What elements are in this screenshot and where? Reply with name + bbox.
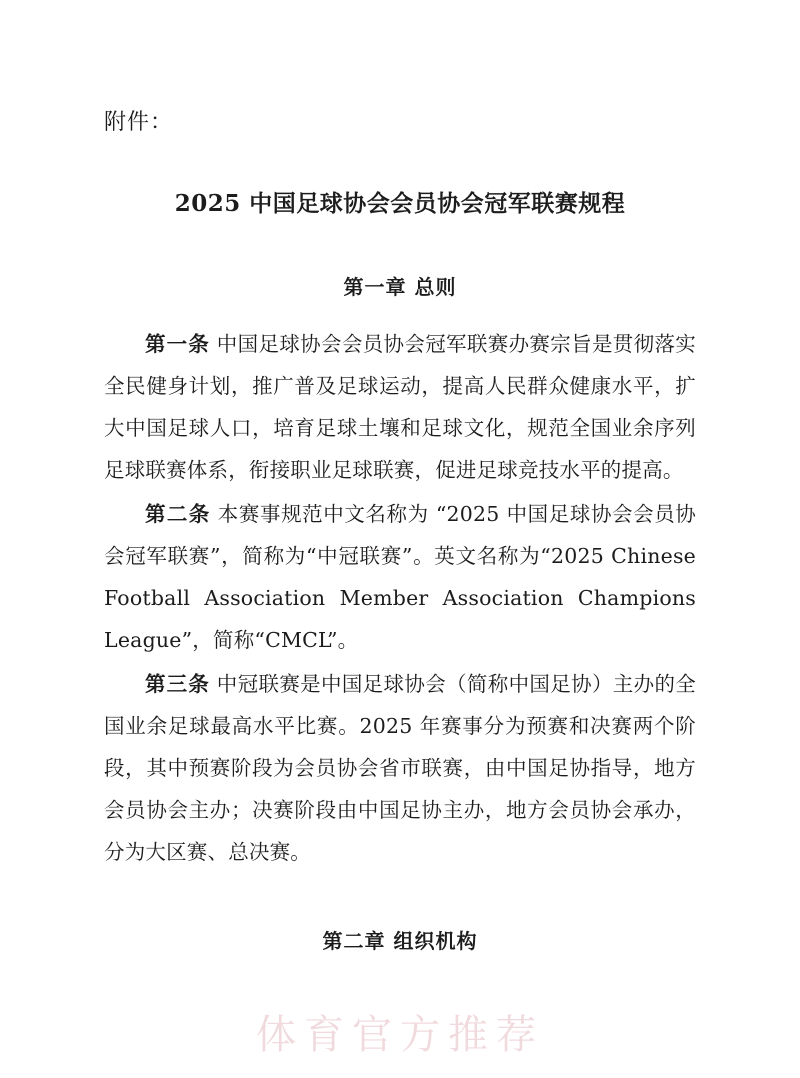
chapter-heading-two: 第二章 组织机构 — [322, 929, 478, 954]
article-text: 中冠联赛是中国足球协会（简称中国足协）主办的全国业余足球最高水平比赛。2025 年赛事分为预赛和决赛两个阶段，其中预赛阶段为会员协会省市联赛，由中国足协指导，地方会员协会主办；决赛阶段由中国足协主办，地方会员协会承办，分为大区赛、总决赛。 — [104, 672, 697, 865]
attachment-label: 附件： — [104, 110, 174, 135]
article-paragraph — [104, 493, 696, 661]
article-text: 中国足球协会会员协会冠军联赛办赛宗旨是贯彻落实全民健身计划，推广普及足球运动，提高人民群众健康水平，扩大中国足球人口，培育足球土壤和足球文化，规范全国业余序列足球联赛体系，衔接职业足球联赛，促进足球竞技水平的提高。 — [104, 332, 697, 483]
article-number: 第一条 — [145, 332, 210, 357]
watermark: 体育官方推荐 — [256, 1012, 544, 1058]
page-title: 2025 中国足球协会会员协会冠军联赛规程 — [174, 189, 626, 217]
article-paragraph — [104, 663, 696, 873]
article-number: 第三条 — [145, 672, 210, 697]
article-paragraph — [104, 323, 696, 491]
article-text: 本赛事规范中文名称为 “2025 中国足球协会会员协会冠军联赛”，简称为“中冠联赛”。英文名称为“2025 Chinese Football Association Member Association Champions League”，简称“CMCL”。 — [104, 502, 697, 653]
chapter-heading-one: 第一章 总则 — [343, 275, 457, 300]
article-number: 第二条 — [145, 502, 211, 527]
